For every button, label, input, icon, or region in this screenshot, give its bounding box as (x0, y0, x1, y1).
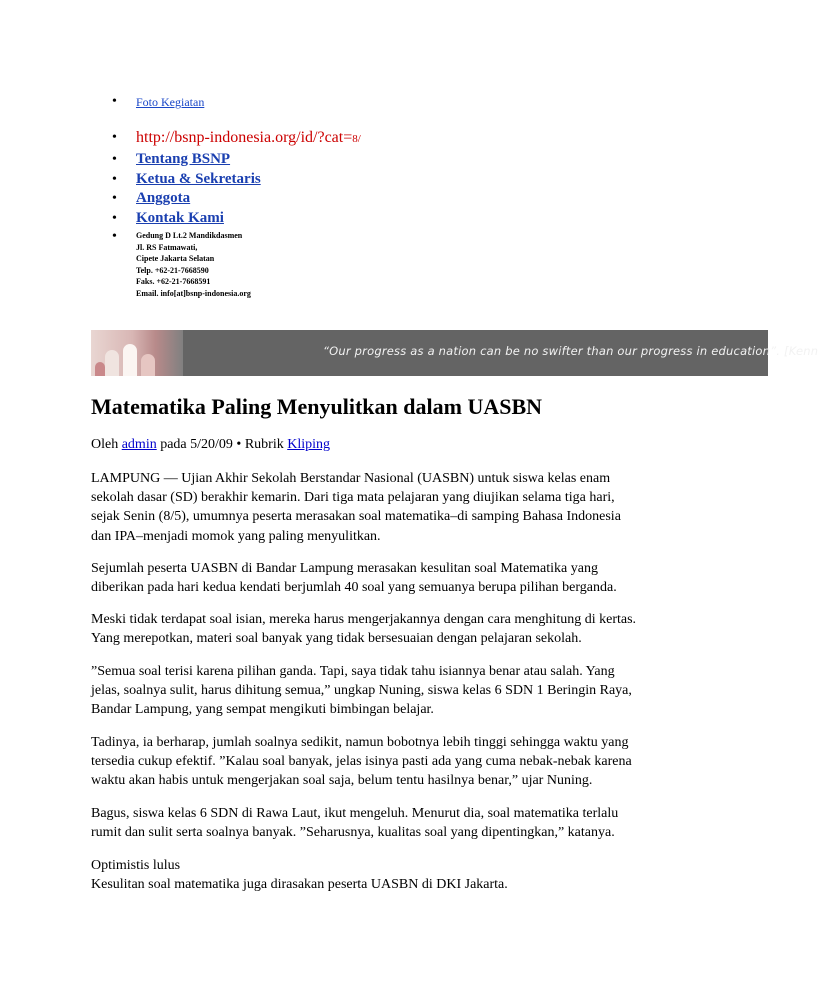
paragraph-line: diberikan pada hari kedua kendati berjumlah 40 soal yang semuanya berupa pilihan berganda. (91, 580, 617, 596)
nav-link-tentang-bsnp[interactable]: Tentang BSNP (136, 151, 231, 167)
article-paragraph (91, 733, 763, 791)
nav-link-ketua-sekretaris[interactable]: Ketua & Sekretaris (136, 171, 261, 187)
category-url-link[interactable] (136, 129, 361, 147)
address-line: Telp. +62-21-7668590 (136, 265, 209, 275)
paragraph-line: waktu akan habis untuk mengerjakan soal saja, belum tentu hasilnya benar,” ujar Nuning. (91, 773, 593, 789)
paragraph-line: Bandar Lampung, yang sempat mengikuti bimbingan belajar. (91, 702, 434, 718)
byline-prefix: Oleh (91, 437, 119, 452)
bullet: • (112, 229, 117, 244)
paragraph-line: rumit dan sulit serta soalnya banyak. ”Seharusnya, kualitas soal yang dipentingkan,” katanya. (91, 825, 615, 841)
article-paragraph (91, 804, 763, 842)
foto-kegiatan-link[interactable]: Foto Kegiatan (136, 95, 205, 109)
article-paragraph (91, 559, 763, 597)
article-paragraph (91, 610, 763, 648)
paragraph-line: Meski tidak terdapat soal isian, mereka harus mengerjakannya dengan cara menghitung di kertas. (91, 612, 637, 627)
figure-shape (105, 350, 119, 376)
url-main: http://bsnp-indonesia.org/id/?cat= (136, 129, 353, 146)
address-line: Cipete Jakarta Selatan (136, 254, 215, 264)
bullet: • (112, 172, 117, 187)
paragraph-line: Sejumlah peserta UASBN di Bandar Lampung merasakan kesulitan soal Matematika yang (91, 561, 598, 576)
article-title: Matematika Paling Menyulitkan dalam UASBN (91, 394, 543, 419)
paragraph-line: Yang merepotkan, materi soal banyak yang tidak bersesuaian dengan pelajaran sekolah. (91, 631, 582, 647)
author-link[interactable]: admin (121, 437, 157, 452)
figure-shape (95, 362, 105, 376)
category-link[interactable]: Kliping (287, 437, 330, 452)
bullet: • (112, 152, 117, 167)
article-paragraph (91, 469, 763, 546)
bullet: • (112, 211, 117, 226)
paragraph-line: ”Semua soal terisi karena pilihan ganda. Tapi, saya tidak tahu isiannya benar atau salah. Yang (91, 664, 615, 679)
paragraph-line: Tadinya, ia berharap, jumlah soalnya sedikit, namun bobotnya lebih tinggi sehingga waktu yang (91, 735, 629, 750)
bullet: • (112, 191, 117, 206)
paragraph-line: dan IPA–menjadi momok yang paling menyulitkan. (91, 528, 381, 544)
article-paragraph (91, 662, 763, 720)
address-line: Faks. +62-21-7668591 (136, 277, 211, 287)
paragraph-line: sekolah dasar (SD) berakhir kemarin. Dari tiga mata pelajaran yang diujikan selama tiga hari, (91, 490, 615, 506)
address-line: Gedung D Lt.2 Mandikdasmen (136, 231, 243, 240)
figure-shape (141, 354, 155, 376)
contact-address (136, 230, 251, 300)
article-paragraph (91, 856, 763, 894)
bullet: • (112, 94, 117, 109)
url-tail: 8/ (352, 133, 361, 145)
paragraph-line: Kesulitan soal matematika juga dirasakan peserta UASBN di DKI Jakarta. (91, 877, 508, 893)
byline-middle: pada 5/20/09 • Rubrik (160, 437, 284, 452)
nav-link-kontak-kami[interactable]: Kontak Kami (136, 210, 224, 226)
paragraph-line: tersedia cukup efektif. ”Kalau soal banyak, jelas isinya pasti ada yang cuma nebak-nebak karena (91, 754, 632, 770)
paragraph-line: LAMPUNG — Ujian Akhir Sekolah Berstandar Nasional (UASBN) untuk siswa kelas enam (91, 471, 611, 486)
figure-shape (123, 344, 137, 376)
article-byline (91, 437, 330, 453)
nav-link-anggota[interactable]: Anggota (136, 190, 191, 206)
bullet: • (112, 130, 117, 145)
subheading-optimistis-lulus: Optimistis lulus (91, 858, 181, 873)
banner-photo (91, 330, 183, 376)
paragraph-line: jelas, soalnya sulit, harus dihitung semua,” ungkap Nuning, siswa kelas 6 SDN 1 Beringin Raya, (91, 683, 632, 699)
address-line: Jl. RS Fatmawati, (136, 242, 198, 252)
paragraph-line: Bagus, siswa kelas 6 SDN di Rawa Laut, ikut mengeluh. Menurut dia, soal matematika terlalu (91, 806, 619, 821)
header-banner (91, 330, 818, 376)
paragraph-line: sejak Senin (8/5), umumnya peserta merasakan soal matematika–di samping Bahasa Indonesia (91, 509, 621, 525)
banner-quote: “Our progress as a nation can be no swifter than our progress in education”. [Kenn (323, 344, 818, 358)
address-line: Email. info[at]bsnp-indonesia.org (136, 288, 251, 298)
